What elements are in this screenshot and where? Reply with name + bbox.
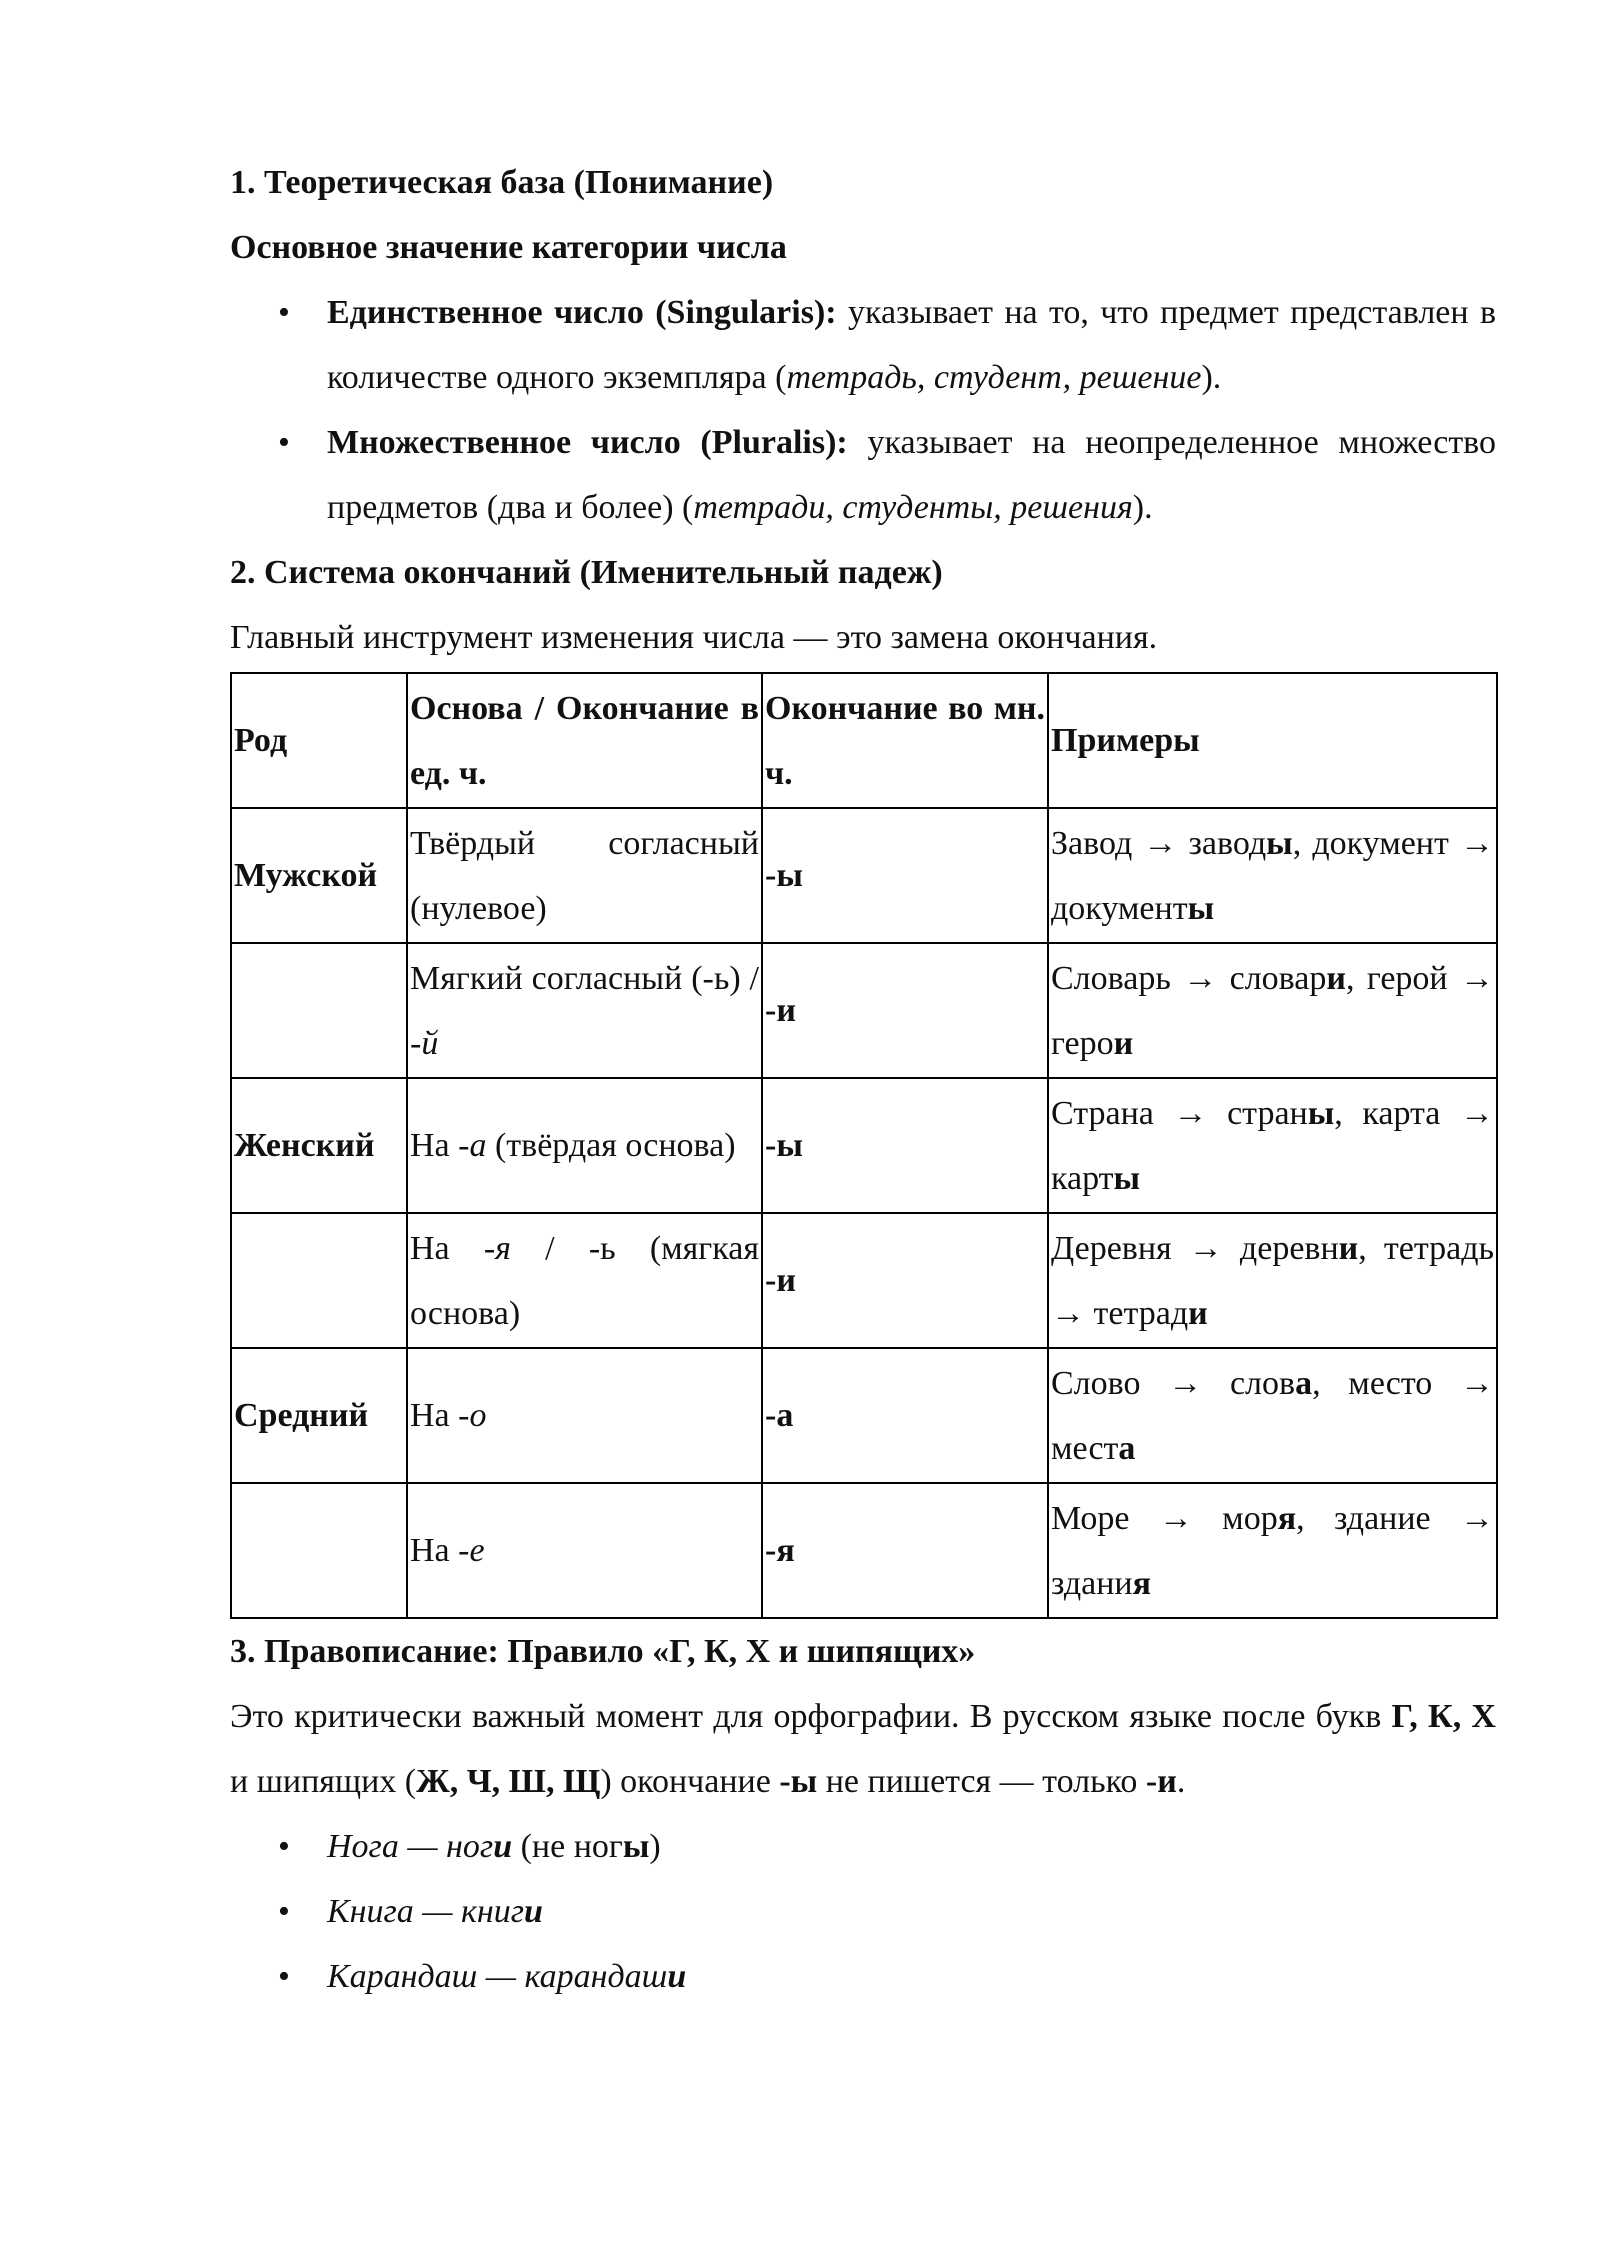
section3-paragraph [230,1684,1496,1814]
ending-cell: -ы [762,808,1048,943]
text-run: ) окончание [600,1763,780,1800]
text-run: -и [1145,1763,1177,1800]
text-run: Словарь → словар [1051,959,1327,997]
ending-cell: -а [762,1348,1048,1483]
ending-cell: -и [762,943,1048,1078]
text-run: Г, К, Х [1391,1698,1496,1735]
examples-cell [1048,1348,1497,1483]
stem-cell: Твёрдый согласный (нулевое) [407,808,762,943]
text-run: , герой → геро [1051,959,1494,1062]
text-run: ) [649,1828,661,1865]
text-run: Карандаш — карандаш [327,1958,668,1995]
ending-cell: -и [762,1213,1048,1348]
table-row [231,808,1497,943]
text-run: и [1338,1229,1359,1267]
table-row [231,1348,1497,1483]
section2-intro: Главный инструмент изменения числа — это замена окончания. [230,619,1158,656]
list-item [230,1814,1496,1879]
section1-title: 1. Теоретическая база (Понимание) [230,164,774,201]
list-item: • Единственное число (Singularis): указывает на то, что предмет представлен в количестве одного экземпляра (тетрадь, студент, решение). [230,280,1496,410]
ending-cell: -ы [762,1078,1048,1213]
text-run: Нога — ног [327,1828,494,1865]
text-run: , документ → документ [1051,824,1494,927]
term: Множественное число (Pluralis): [327,424,848,461]
text-run: и [667,1958,687,1995]
text-run: (не ног [512,1828,623,1865]
table-row [231,1078,1497,1213]
list-item: • Множественное число (Pluralis): указывает на неопределенное множество предметов (два и более) (тетради, студенты, решения). [230,410,1496,540]
text-run: и [1326,959,1346,997]
stem-cell: На -я / -ь (мягкая основа) [407,1213,762,1348]
text-run: ы [1187,889,1215,927]
text-run: ы [1113,1159,1141,1197]
text-run: и [1188,1294,1208,1332]
table-header-row [231,673,1497,808]
text-run: Это критически важный момент для орфографии. В русском языке после букв [230,1698,1392,1735]
section1-subtitle: Основное значение категории числа [230,229,787,266]
stem-cell: Мягкий согласный (-ь) / -й [407,943,762,1078]
text-run: не пишется — только [817,1763,1146,1800]
text-run: я [1277,1499,1297,1537]
text-run: я [1132,1564,1152,1602]
table-row [231,943,1497,1078]
text-run: а [1295,1364,1313,1402]
text-run: и шипящих ( [230,1763,417,1800]
text-run: Завод → завод [1051,824,1267,862]
section3-title: 3. Правописание: Правило «Г, К, Х и шипящих» [230,1633,976,1670]
header-cell: Основа / Окончание в ед. ч. [407,673,762,808]
text-run: ы [1266,824,1293,862]
text-run: Книга — книг [327,1893,524,1930]
spelling-examples-list [230,1814,1496,2009]
text-run: а [1118,1429,1136,1467]
section2-title: 2. Система окончаний (Именительный падеж) [230,554,943,591]
text-run: Деревня → деревн [1051,1229,1339,1267]
gender-cell: Мужской [231,808,407,943]
list-item [230,1944,1496,2009]
text-run: и [1113,1024,1134,1062]
number-meaning-list [230,280,1496,540]
table-row [231,1213,1497,1348]
text-run: , здание → здани [1051,1499,1494,1602]
examples-cell [1048,943,1497,1078]
examples-cell [1048,808,1497,943]
gender-cell: Женский [231,1078,407,1213]
term: Единственное число (Singularis): [327,294,837,331]
gender-cell: Средний [231,1348,407,1483]
text-run: , тетрадь → тетрад [1051,1229,1494,1332]
stem-cell: На -е [407,1483,762,1618]
header-cell: Род [231,673,407,808]
ending-cell: -я [762,1483,1048,1618]
text-run: Ж, Ч, Ш, Щ [416,1763,601,1800]
document-page [230,150,1496,2009]
text-run: Слово → слов [1051,1364,1296,1402]
stem-cell: На -а (твёрдая основа) [407,1078,762,1213]
examples-cell [1048,1483,1497,1618]
text-run: Море → мор [1051,1499,1278,1537]
examples-cell [1048,1213,1497,1348]
text-run: . [1176,1763,1186,1800]
table-row [231,1483,1497,1618]
text-run: и [523,1893,543,1930]
list-item [230,1879,1496,1944]
text-run: , место → мест [1051,1364,1494,1467]
text-run: Страна → стран [1051,1094,1308,1132]
text-run: -ы [779,1763,818,1800]
gender-cell [231,943,407,1078]
header-cell: Окончание во мн. ч. [762,673,1048,808]
stem-cell: На -о [407,1348,762,1483]
endings-table [230,672,1498,1619]
text-run: , карта → карт [1051,1094,1494,1197]
gender-cell [231,1213,407,1348]
text-run: и [493,1828,513,1865]
gender-cell [231,1483,407,1618]
examples-cell [1048,1078,1497,1213]
header-cell: Примеры [1048,673,1497,808]
text-run: ы [1307,1094,1335,1132]
text-run: ы [622,1828,650,1865]
